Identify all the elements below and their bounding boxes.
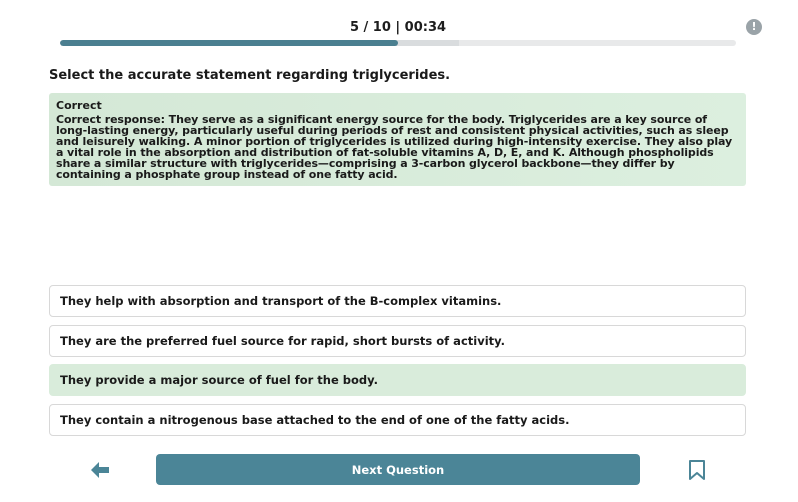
next-question-button[interactable]: Next Question — [156, 454, 640, 485]
feedback-body: Correct response: They serve as a significant energy source for the body. Triglycerides are a key source of long-lasting energy, particularly useful during periods of rest and consistent physical activities, such as sleep and leisurely walking. A minor portion of triglycerides is utilized during high-intensity exercise. They also play a vital role in the absorption and distribution of fat-soluble vitamins A, D, E, and K. Although phospholipids share a similar structure with triglycerides—comprising a 3-carbon glycerol backbone—they differ by containing a phosphate group instead of one fatty acid. — [56, 113, 733, 181]
feedback-panel — [49, 93, 746, 186]
exclamation-circle-icon[interactable]: ! — [746, 19, 762, 35]
progress-bar — [60, 40, 736, 46]
answer-option-correct[interactable]: They provide a major source of fuel for the body. — [49, 364, 746, 396]
question-text: Select the accurate statement regarding triglycerides. — [49, 68, 451, 83]
answer-option[interactable]: They help with absorption and transport of the B-complex vitamins. — [49, 285, 746, 317]
answer-option[interactable]: They are the preferred fuel source for rapid, short bursts of activity. — [49, 325, 746, 357]
bookmark-icon[interactable] — [688, 459, 706, 481]
progress-counter: 5 / 10 | 00:34 — [349, 20, 447, 35]
answer-option[interactable]: They contain a nitrogenous base attached to the end of one of the fatty acids. — [49, 404, 746, 436]
feedback-title: Correct — [56, 99, 102, 112]
arrow-left-icon[interactable] — [89, 459, 111, 481]
progress-bar-fill — [60, 40, 398, 46]
